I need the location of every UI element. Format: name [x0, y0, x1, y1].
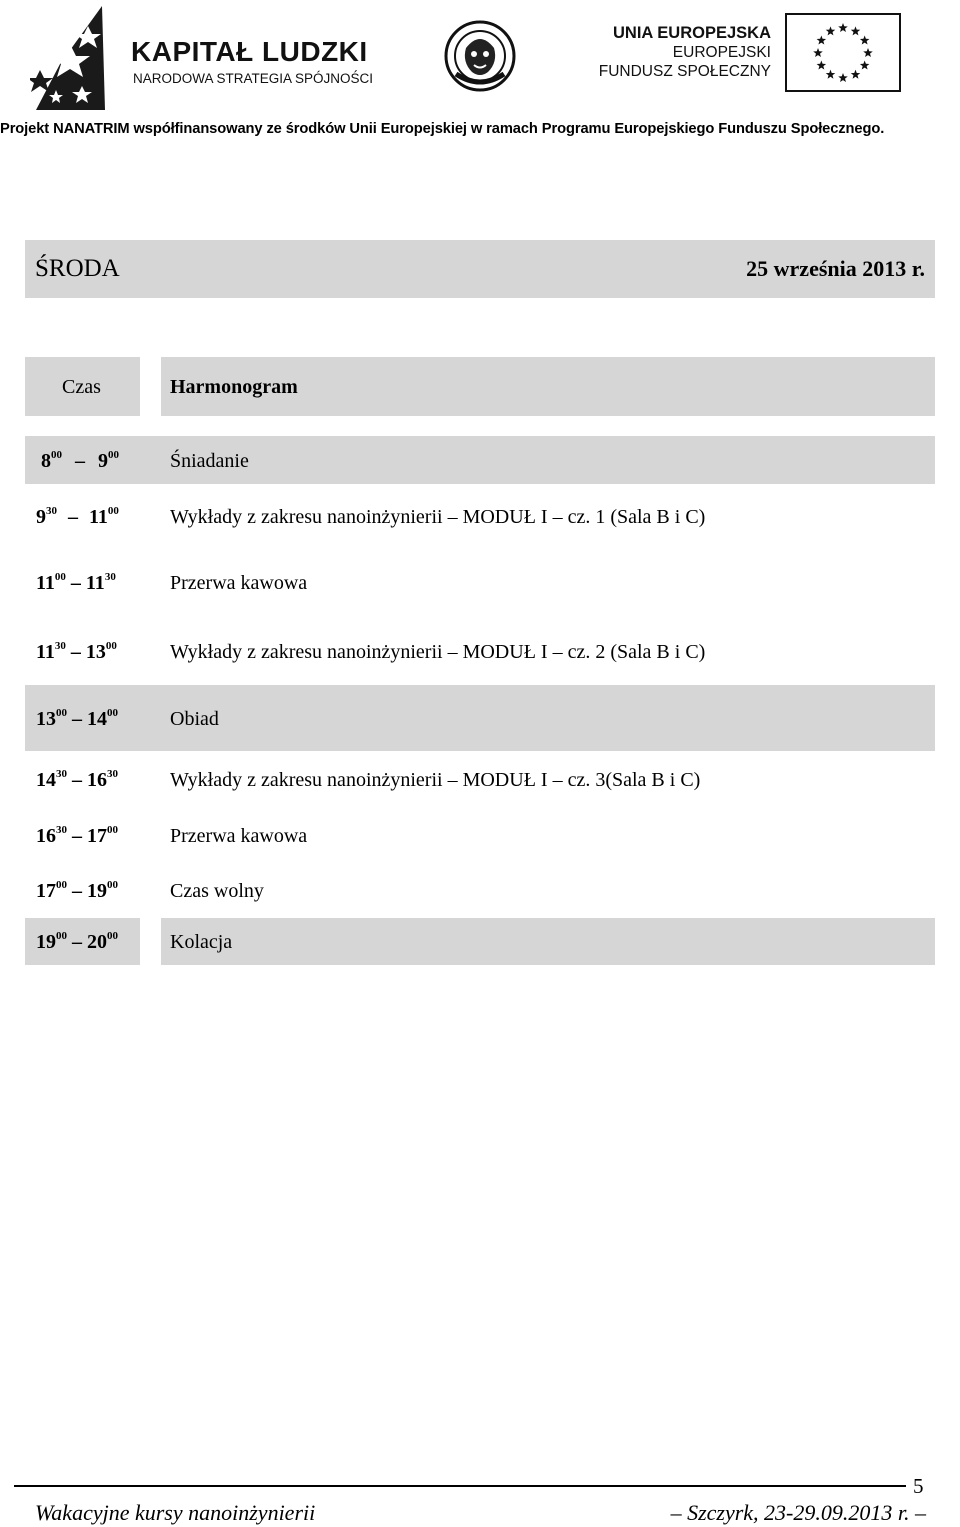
end-hour: 20	[87, 931, 107, 953]
activity: Wykłady z zakresu nanoinżynierii – MODUŁ I – cz. 1 (Sala B i C)	[170, 506, 706, 528]
start-hour: 17	[36, 880, 56, 902]
kapital-ludzki-logo	[30, 4, 375, 114]
column-header-time: Czas	[62, 376, 101, 398]
day-name: ŚRODA	[35, 255, 120, 282]
range-dash: –	[68, 506, 78, 528]
end-minute: 30	[104, 571, 116, 583]
kapital-ludzki-emblem-icon	[30, 4, 130, 114]
time-range	[36, 879, 118, 903]
eu-line-2: EUROPEJSKI	[672, 44, 771, 61]
range-dash: –	[70, 641, 81, 663]
activity: Przerwa kawowa	[170, 825, 308, 847]
nanatrim-seal-logo	[444, 20, 516, 92]
activity: Kolacja	[170, 931, 233, 953]
time-range	[36, 824, 118, 848]
start-minute: 00	[56, 879, 67, 891]
footer-course-name: Wakacyjne kursy nanoinżynierii	[35, 1500, 316, 1525]
start-minute: 30	[46, 505, 57, 517]
time-range	[41, 449, 119, 473]
end-hour: 11	[89, 506, 108, 528]
end-minute: 30	[107, 768, 118, 780]
day-date: 25 września 2013 r.	[746, 256, 925, 281]
page-number: 5	[913, 1474, 924, 1498]
range-dash: –	[72, 931, 82, 953]
activity: Obiad	[170, 708, 219, 730]
start-hour: 14	[36, 769, 56, 791]
activity: Wykłady z zakresu nanoinżynierii – MODUŁ I – cz. 2 (Sala B i C)	[170, 641, 706, 663]
end-minute: 00	[107, 930, 118, 942]
project-funding-line: Projekt NANATRIM współfinansowany ze środków Unii Europejskiej w ramach Programu Europejskiego Funduszu Społecznego.	[0, 121, 885, 137]
day-header	[25, 240, 935, 298]
range-dash: –	[70, 572, 81, 594]
start-hour: 8	[41, 450, 51, 472]
end-hour: 17	[87, 825, 107, 847]
column-header-schedule: Harmonogram	[170, 376, 298, 398]
kapital-ludzki-subtitle: NARODOWA STRATEGIA SPÓJNOŚCI	[133, 71, 374, 86]
range-dash: –	[72, 708, 82, 730]
footer-location-dates: – Szczyrk, 23-29.09.2013 r. –	[670, 1500, 926, 1525]
start-hour: 13	[36, 708, 56, 730]
row-shade-dinner	[161, 918, 935, 965]
end-hour: 14	[87, 708, 107, 730]
range-dash: –	[72, 769, 82, 791]
start-minute: 00	[56, 930, 67, 942]
end-minute: 00	[107, 707, 118, 719]
start-minute: 00	[54, 571, 66, 583]
time-range	[36, 640, 117, 664]
start-hour: 9	[36, 506, 46, 528]
row-shade-lunch	[25, 685, 935, 751]
end-minute: 00	[105, 640, 117, 652]
time-range	[36, 571, 116, 595]
start-minute: 30	[56, 824, 67, 836]
start-hour: 11	[36, 572, 55, 594]
range-dash: –	[72, 880, 82, 902]
end-minute: 00	[107, 879, 118, 891]
footer-rule	[14, 1485, 906, 1487]
activity: Wykłady z zakresu nanoinżynierii – MODUŁ I – cz. 3(Sala B i C)	[170, 769, 701, 791]
end-hour: 19	[87, 880, 107, 902]
eu-logo-text	[599, 24, 771, 81]
end-hour: 11	[85, 572, 105, 594]
start-hour: 16	[36, 825, 56, 847]
end-hour: 9	[98, 450, 108, 472]
time-range	[36, 930, 118, 954]
start-minute: 00	[56, 707, 67, 719]
start-hour: 11	[36, 641, 55, 663]
activity: Śniadanie	[170, 450, 249, 472]
eu-title: UNIA EUROPEJSKA	[613, 24, 771, 42]
end-minute: 00	[107, 824, 118, 836]
start-hour: 19	[36, 931, 56, 953]
time-range	[36, 707, 118, 731]
start-minute: 30	[56, 768, 67, 780]
eu-flag-icon	[785, 13, 901, 92]
seal-emblem-icon	[444, 20, 516, 92]
eu-line-3: FUNDUSZ SPOŁECZNY	[598, 63, 771, 80]
end-minute: 00	[107, 505, 119, 517]
time-range	[36, 768, 118, 792]
start-minute: 30	[54, 640, 66, 652]
activity: Przerwa kawowa	[170, 572, 308, 594]
row-shade-breakfast	[25, 436, 935, 484]
end-hour: 16	[87, 769, 107, 791]
activity: Czas wolny	[170, 880, 264, 902]
end-minute: 00	[108, 449, 119, 461]
range-dash: –	[72, 825, 82, 847]
kapital-ludzki-title: KAPITAŁ LUDZKI	[131, 36, 368, 67]
range-dash: –	[75, 450, 85, 472]
start-minute: 00	[51, 449, 62, 461]
time-range	[36, 505, 119, 529]
end-hour: 13	[85, 641, 106, 663]
